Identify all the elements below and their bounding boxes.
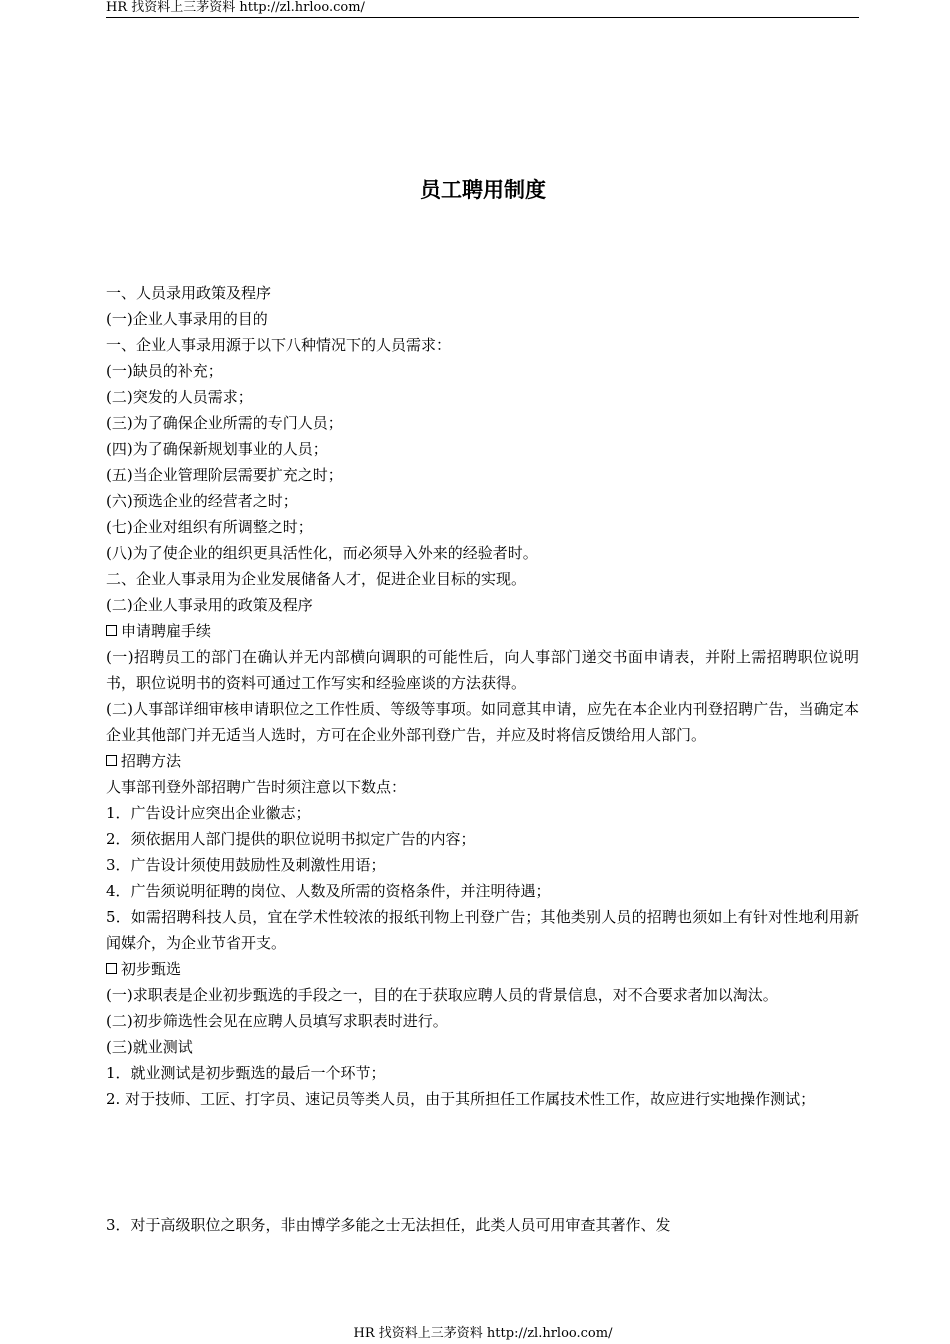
page-footer: HR 找资料上三茅资料 http://zl.hrloo.com/ — [353, 1326, 613, 1341]
page-header: HR 找资料上三茅资料 http://zl.hrloo.com/ — [106, 0, 859, 18]
section-heading: 一、人员录用政策及程序 — [106, 284, 272, 302]
list-item: 1．就业测试是初步甄选的最后一个环节； — [106, 1064, 386, 1082]
document-body — [106, 280, 859, 1238]
list-item: 1．广告设计应突出企业徽志； — [106, 804, 311, 822]
paragraph-line: (一)求职表是企业初步甄选的手段之一，目的在于获取应聘人员的背景信息，对不合要求者加以淘汰。 — [106, 986, 778, 1004]
document-title: 员工聘用制度 — [420, 178, 546, 202]
subsection-heading: (三)就业测试 — [106, 1038, 193, 1056]
list-item: (六)预选企业的经营者之时； — [106, 492, 298, 510]
paragraph-line: (二)初步筛选性会见在应聘人员填写求职表时进行。 — [106, 1012, 448, 1030]
list-item: (四)为了确保新规划事业的人员； — [106, 440, 328, 458]
list-item: 2．须依据用人部门提供的职位说明书拟定广告的内容； — [106, 830, 476, 848]
list-item: 3．对于高级职位之职务，非由博学多能之士无法担任，此类人员可用审查其著作、发 — [106, 1216, 671, 1234]
list-item: 5．如需招聘科技人员，宜在学术性较浓的报纸刊物上刊登广告；其他类别人员的招聘也须如上有针对性地利用新闻媒介，为企业节省开支。 — [106, 908, 859, 952]
paragraph-line: 二、企业人事录用为企业发展储备人才，促进企业目标的实现。 — [106, 570, 527, 588]
list-item: (八)为了使企业的组织更具活性化，而必须导入外来的经验者时。 — [106, 544, 538, 562]
subsection-heading: (二)企业人事录用的政策及程序 — [106, 596, 313, 614]
list-item: 2. 对于技师、工匠、打字员、速记员等类人员，由于其所担任工作属技术性工作，故应进行实地操作测试； — [106, 1090, 816, 1108]
checkbox-heading: 申请聘雇手续 — [106, 618, 859, 644]
paragraph: (二)人事部详细审核申请职位之工作性质、等级等事项。如同意其申请，应先在本企业内刊登招聘广告，当确定本企业其他部门并无适当人选时，方可在企业外部刊登广告，并应及时将信反馈给用人部门。 — [106, 700, 859, 744]
page-break-gap — [106, 1112, 859, 1212]
list-item: 3．广告设计须使用鼓励性及刺激性用语； — [106, 856, 386, 874]
list-item: (一)缺员的补充； — [106, 362, 223, 380]
list-item: (五)当企业管理阶层需要扩充之时； — [106, 466, 343, 484]
paragraph: (一)招聘员工的部门在确认并无内部横向调职的可能性后，向人事部门递交书面申请表，并附上需招聘职位说明书，职位说明书的资料可通过工作写实和经验座谈的方法获得。 — [106, 648, 859, 692]
subsection-heading: (一)企业人事录用的目的 — [106, 310, 268, 328]
checkbox-heading: 初步甄选 — [106, 956, 859, 982]
list-item: (二)突发的人员需求； — [106, 388, 253, 406]
paragraph-line: 一、企业人事录用源于以下八种情况下的人员需求： — [106, 336, 452, 354]
list-item: (七)企业对组织有所调整之时； — [106, 518, 313, 536]
list-item: 4．广告须说明征聘的岗位、人数及所需的资格条件，并注明待遇； — [106, 882, 551, 900]
paragraph-line: 人事部刊登外部招聘广告时须注意以下数点： — [106, 778, 407, 796]
list-item: (三)为了确保企业所需的专门人员； — [106, 414, 343, 432]
checkbox-heading: 招聘方法 — [106, 748, 859, 774]
